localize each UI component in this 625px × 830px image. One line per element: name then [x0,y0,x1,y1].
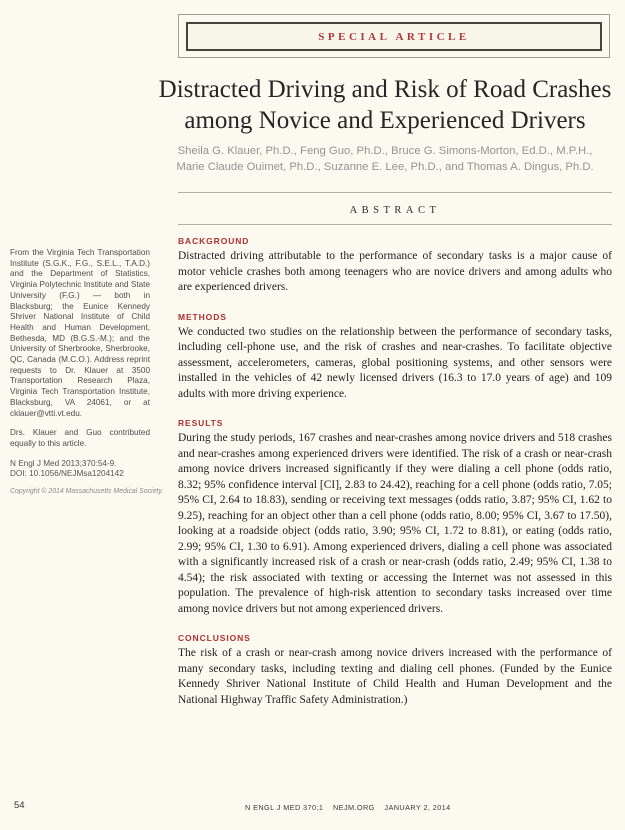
affiliation-note: From the Virginia Tech Transportation Institute (S.G.K., F.G., S.E.L., T.A.D.) and the Department of Statistics, Virginia Polytechnic Institute and State University (F.G.) — both in Blacksburg; the Eunice Kennedy Shriver National Institute of Child Health and Human Development, Bethesda, MD (B.G.S.-M.); and the University of Sherbrooke, Sherbrooke, QC, Canada (M.C.O.). Address reprint requests to Dr. Klauer at 3500 Transportation Research Plaza, Virginia Tech Transportation Institute, Blacksburg, VA 24061, or at cklauer@vtti.vt.edu. [10,248,150,418]
page-number: 54 [14,800,25,811]
author-byline [155,144,615,175]
special-article-banner-label: SPECIAL ARTICLE [318,30,470,43]
section-heading-results: RESULTS [178,418,224,428]
journal-footer-line: N ENGL J MED 370;1 NEJM.ORG JANUARY 2, 2014 [245,803,451,812]
special-article-banner-frame [178,14,610,58]
section-text-results: During the study periods, 167 crashes and near-crashes among novice drivers and 518 crashes and near-crashes among experienced drivers were identified. The risk of a crash or near-crash among novice drivers increased significantly if they were dialing a cell phone (odds ratio, 8.32; 95% confidence interval [CI], 2.83 to 24.42), reaching for a cell phone (odds ratio, 7.05; 95% CI, 2.64 to 18.83), sending or receiving text messages (odds ratio, 3.87; 95% CI, 1.62 to 9.25), reaching for an object other than a cell phone (odds ratio, 8.00; 95% CI, 3.67 to 17.50), looking at a roadside object (odds ratio, 3.90; 95% CI, 1.72 to 8.81), or eating (odds ratio, 2.99; 95% CI, 1.30 to 6.91). Among experienced drivers, dialing a cell phone was associated with a significantly increased risk of a crash or near-crash (odds ratio, 2.49; 95% CI, 1.38 to 4.54); the risk associated with texting or accessing the Internet was not assessed in this population. The prevalence of high-risk attention to secondary tasks increased over time among novice drivers but not among experienced drivers. [178,432,612,615]
article-title-line-1: Distracted Driving and Risk of Road Crashes [158,76,612,103]
section-heading-conclusions: CONCLUSIONS [178,633,251,643]
doi-line: DOI: 10.1056/NEJMsa1204142 [10,469,124,479]
copyright-line: Copyright © 2014 Massachusetts Medical Society. [10,488,164,496]
abstract-heading: ABSTRACT [349,205,441,216]
section-text-background: Distracted driving attributable to the performance of secondary tasks is a major cause of motor vehicle crashes both among teenagers who are novice drivers and among adults who are experienced drivers. [178,250,612,293]
section-heading-methods: METHODS [178,311,227,322]
special-article-banner-box [186,22,602,51]
citation-line: N Engl J Med 2013;370:54-9. [10,458,117,468]
article-title [155,74,615,136]
author-byline-line-1: Sheila G. Klauer, Ph.D., Feng Guo, Ph.D., Bruce G. Simons-Morton, Ed.D., M.P.H., [177,145,593,157]
article-title-line-2: among Novice and Experienced Drivers [184,107,586,134]
section-text-conclusions: The risk of a crash or near-crash among novice drivers increased with the performance of many secondary tasks, including texting and dialing cell phones. (Funded by the Eunice Kennedy Shriver National Institute of Child Health and Human Development and the National Highway Traffic Safety Administration.) [178,647,612,706]
section-text-methods: We conducted two studies on the relationship between the performance of secondary tasks, including cell-phone use, and the risk of crashes and near-crashes. To facilitate objective assessment, accelerometers, cameras, global positioning systems, and other sensors were installed in the vehicles of 42 newly licensed drivers (16.3 to 17.0 years of age) and 109 adults with more driving experience. [178,325,612,400]
abstract-body [178,236,612,724]
author-byline-line-2: Marie Claude Ouimet, Ph.D., Suzanne E. Lee, Ph.D., and Thomas A. Dingus, Ph.D. [176,160,594,173]
margin-notes-column [10,248,164,507]
section-heading-background: BACKGROUND [178,236,250,246]
abstract-divider-bar [178,192,612,225]
contribution-note: Drs. Klauer and Guo contributed equally to this article. [10,428,150,448]
